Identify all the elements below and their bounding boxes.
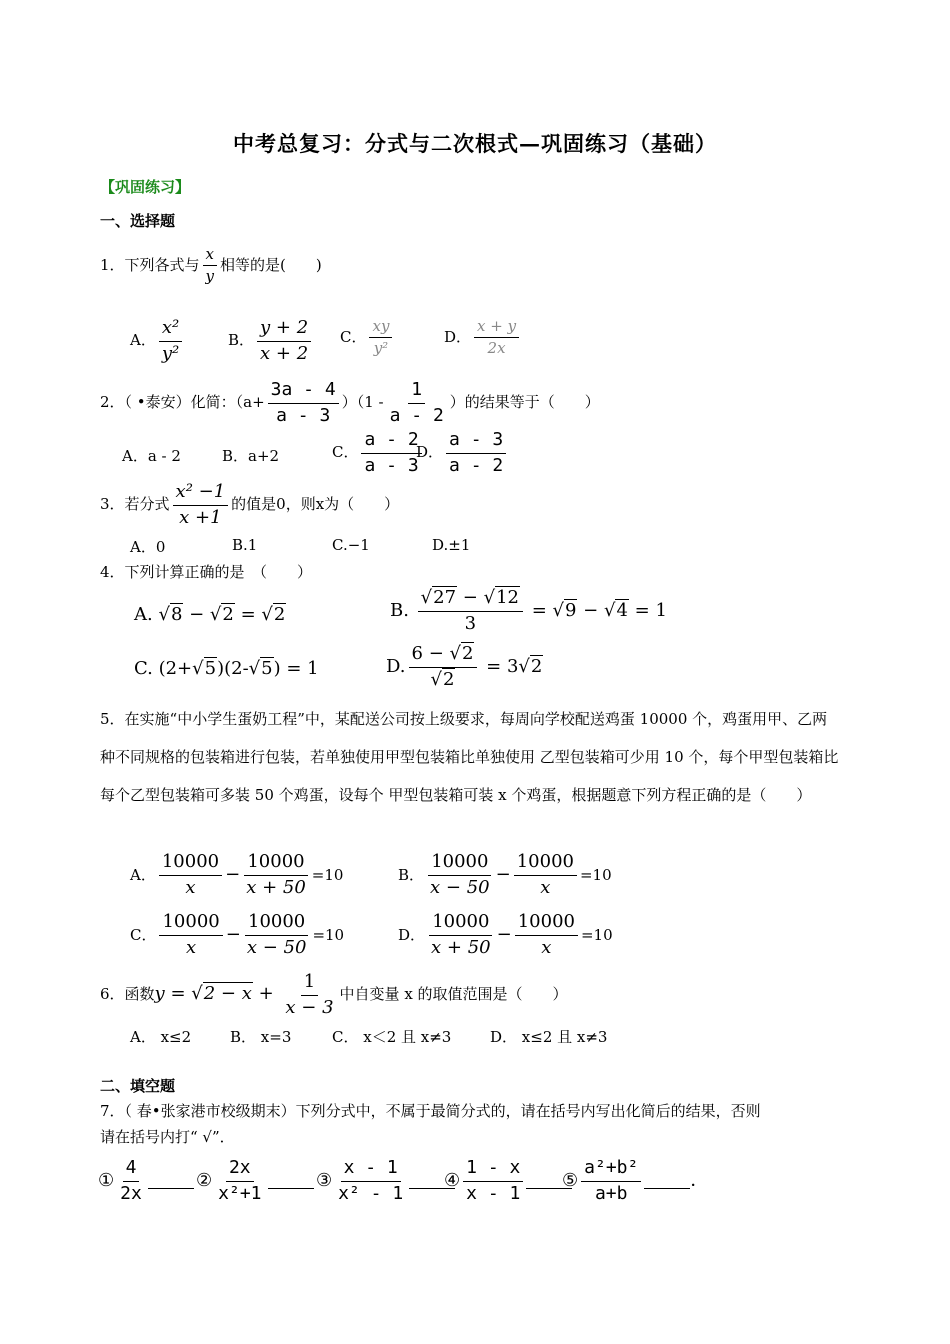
q4-a-sqrt1: 8 — [170, 604, 183, 625]
q1-frac-num: x — [203, 246, 217, 266]
q4-d-eq: = 3 — [480, 656, 519, 678]
q5-b-num2: 10000 — [514, 852, 577, 876]
q5-c-den1: x — [186, 936, 197, 958]
q4-b-sqrt4: 4 — [616, 600, 628, 622]
q2-c-frac — [361, 430, 421, 476]
q1-b-frac — [257, 318, 311, 364]
q1-d-den: 2x — [487, 339, 506, 358]
q1-c-den: y² — [373, 339, 389, 358]
q4-b-frac — [418, 588, 523, 634]
q1-a-den: y² — [161, 342, 180, 364]
q4-d-frac — [409, 644, 478, 690]
q5-a-minus: − — [225, 864, 241, 886]
q7-i3-frac — [335, 1158, 406, 1204]
q2-c-num: a - 2 — [361, 430, 421, 454]
q7-end-mark: ． — [690, 1170, 709, 1192]
q4-c-post: ) = 1 — [273, 658, 319, 679]
q5-a-frac1 — [159, 852, 222, 898]
q2-stem-text: 2．（ •泰安）化简：（a+ — [100, 393, 265, 412]
q7-i1-num: 4 — [123, 1158, 140, 1182]
q5-option-a — [130, 852, 343, 898]
q5-c-frac1 — [159, 912, 222, 958]
q5-b-den2: x — [540, 876, 551, 898]
q3-stem-text: 3．若分式 — [100, 495, 170, 514]
q5-b-den1: x − 50 — [430, 876, 490, 898]
q5-c-den2: x − 50 — [246, 936, 307, 958]
q1-c-num: xy — [369, 318, 392, 338]
q1-option-c — [340, 318, 395, 358]
q2-option-a: A．a - 2 — [122, 447, 181, 465]
q5-a-num2: 10000 — [244, 852, 307, 876]
q5-a-label: A． — [130, 866, 156, 885]
q7-i4-frac — [463, 1158, 523, 1204]
q5-d-den1: x + 50 — [431, 936, 491, 958]
q5-b-eq: =10 — [579, 866, 612, 885]
q6-den: x − 3 — [285, 996, 334, 1018]
q6-option-a: A． x≤2 — [130, 1028, 192, 1046]
q6-frac — [282, 972, 336, 1018]
q5-b-label: B． — [398, 866, 425, 885]
q7-i2-mark: ② — [196, 1170, 213, 1192]
q5-a-frac2 — [243, 852, 309, 898]
q4-a-label: A. — [134, 604, 159, 625]
q4-b-sqrt2: 12 — [496, 587, 519, 608]
q7-i1-blank[interactable] — [148, 1188, 194, 1189]
q1-stem-tail: 相等的是( ) — [220, 255, 322, 274]
q5-b-frac2 — [514, 852, 577, 898]
q7-i2-frac — [215, 1158, 264, 1204]
q5-a-eq: =10 — [311, 866, 344, 885]
question-3-stem — [100, 482, 399, 528]
q7-i5-blank[interactable] — [644, 1188, 690, 1189]
q4-b-den: 3 — [464, 612, 477, 634]
q4-a-sqrt2: 2 — [222, 604, 234, 625]
q4-c-label: C. (2+ — [134, 658, 193, 679]
page-title: 中考总复习：分式与二次根式—巩固练习（基础） — [233, 131, 717, 156]
question-5-stem: 5．在实施“中小学生蛋奶工程”中，某配送公司按上级要求，每周向学校配送鸡蛋 10000 个，鸡蛋用甲、乙两种不同规格的包装箱进行包装，若单独使用甲型包装箱比单独使用 乙型包装箱可少用 10 个，每个甲型包装箱比每个乙型包装箱可多装 50 个鸡蛋，设每个 甲型包装箱可装 x 个鸡蛋，根据题意下列方程正确的是（ ） — [100, 710, 839, 804]
q6-num: 1 — [301, 972, 318, 996]
q1-d-frac — [474, 318, 519, 358]
q1-c-frac — [369, 318, 392, 358]
q4-b-num: √27 − √12 — [418, 588, 523, 612]
q4-b-eq2: = 1 — [628, 600, 667, 622]
q1-d-label: D． — [444, 327, 472, 346]
q3-option-a: A．0 — [130, 538, 166, 556]
q1-a-label: A． — [130, 331, 156, 350]
q4-b-minus: − — [457, 587, 484, 608]
q6-sqrt: 2 − x — [203, 983, 252, 1005]
q5-a-den1: x — [185, 876, 196, 898]
q4-b-minus2: − — [577, 600, 604, 622]
question-7-line2: 请在括号内打“ √”． — [100, 1128, 235, 1146]
q2-c-label: C． — [332, 443, 359, 462]
q1-b-den: x + 2 — [260, 342, 309, 364]
q4-option-c: C. (2+√5)(2-√5) = 1 — [134, 658, 319, 679]
q7-item-2 — [196, 1158, 314, 1204]
question-4-stem: 4．下列计算正确的是 （ ） — [100, 563, 313, 581]
q4-b-sqrt1: 27 — [433, 587, 457, 608]
q6-plus: + — [252, 983, 280, 1005]
q6-stem-text: 6．函数 — [100, 985, 155, 1004]
q4-b-sqrt3: 9 — [565, 600, 577, 622]
q3-option-d: D.±1 — [432, 536, 471, 554]
q7-i3-den: x² - 1 — [338, 1182, 404, 1204]
q7-i2-blank[interactable] — [268, 1188, 314, 1189]
q1-c-label: C． — [340, 327, 367, 346]
q1-frac-den: y — [205, 267, 215, 286]
q7-i2-num: 2x — [226, 1158, 254, 1182]
q4-a-eq: = — [234, 604, 262, 625]
q4-d-den-sqrt: 2 — [442, 668, 455, 690]
q4-option-a: A. √8 − √2 = √2 — [134, 604, 286, 625]
q5-d-frac2 — [515, 912, 578, 958]
q2-f2-num: 1 — [408, 380, 425, 404]
q5-d-label: D． — [398, 926, 426, 945]
q7-i5-mark: ⑤ — [562, 1170, 579, 1192]
q1-a-num: x² — [159, 318, 182, 342]
q2-d-label: D． — [416, 443, 444, 462]
q2-frac-2 — [387, 380, 447, 426]
q2-d-den: a - 2 — [449, 454, 504, 476]
q4-a-minus: − — [183, 604, 210, 625]
q3-num: x² −1 — [173, 482, 229, 506]
q5-d-den2: x — [541, 936, 552, 958]
q1-option-a — [130, 318, 185, 364]
q5-d-minus: − — [496, 924, 512, 946]
q6-y: y = — [154, 983, 192, 1005]
q5-c-minus: − — [225, 924, 241, 946]
q1-d-num: x + y — [474, 318, 519, 338]
q4-c-mid: )(2- — [217, 658, 249, 679]
q1-stem-text: 1．下列各式与 — [100, 255, 200, 274]
section-choice-heading: 一、选择题 — [100, 212, 176, 230]
q4-d-den: √2 — [430, 668, 455, 690]
q7-i3-num: x - 1 — [341, 1158, 401, 1182]
q5-c-eq: =10 — [312, 926, 345, 945]
q2-d-frac — [446, 430, 506, 476]
q3-option-c: C.−1 — [332, 536, 370, 554]
q4-d-num: 6 − √2 — [409, 644, 478, 668]
q6-option-b: B． x=3 — [230, 1028, 292, 1046]
q4-d-num-sqrt: 2 — [461, 643, 474, 664]
q3-stem-tail: 的值是0，则x为（ ） — [231, 495, 400, 514]
q7-i5-den: a+b — [594, 1182, 628, 1204]
q5-c-frac2 — [244, 912, 310, 958]
q5-option-c — [130, 912, 344, 958]
q2-f1-den: a - 3 — [276, 404, 331, 426]
question-2-stem — [100, 380, 600, 426]
q3-den: x +1 — [179, 506, 222, 528]
q5-c-label: C． — [130, 926, 157, 945]
q5-a-num1: 10000 — [159, 852, 222, 876]
section-tag: 【巩固练习】 — [100, 178, 191, 196]
q2-stem-mid: ）（1 - — [341, 393, 384, 412]
q1-option-b — [228, 318, 314, 364]
q5-c-num1: 10000 — [159, 912, 222, 936]
q7-item-3 — [316, 1158, 455, 1204]
q2-stem-tail: ）的结果等于（ ） — [449, 393, 600, 412]
q1-fraction — [203, 246, 217, 286]
q7-item-5 — [562, 1158, 708, 1204]
q2-d-num: a - 3 — [446, 430, 506, 454]
q7-i4-den: x - 1 — [466, 1182, 521, 1204]
q6-option-c: C． x＜2 且 x≠3 — [332, 1028, 452, 1046]
q2-option-b: B．a+2 — [222, 447, 280, 465]
q5-d-frac1 — [428, 912, 494, 958]
section-fill-heading: 二、填空题 — [100, 1077, 176, 1095]
q5-d-eq: =10 — [580, 926, 613, 945]
q5-option-d — [398, 912, 613, 958]
q1-b-label: B． — [228, 331, 255, 350]
q7-i2-den: x²+1 — [218, 1182, 262, 1204]
q4-b-label: B. — [390, 600, 415, 622]
q7-i1-den: 2x — [120, 1182, 142, 1204]
q3-frac — [173, 482, 229, 528]
q5-a-den2: x + 50 — [246, 876, 306, 898]
q2-c-den: a - 3 — [364, 454, 419, 476]
q6-stem-tail: 中自变量 x 的取值范围是（ ） — [339, 985, 568, 1004]
q2-frac-1 — [268, 380, 339, 426]
q7-i4-num: 1 - x — [463, 1158, 523, 1182]
q5-b-num1: 10000 — [428, 852, 491, 876]
q7-i1-frac — [117, 1158, 145, 1204]
q7-i5-frac — [581, 1158, 641, 1204]
q5-d-num2: 10000 — [515, 912, 578, 936]
question-6-stem: 6．函数y = √2 − x + $\frac{1}{x - 3}$ 中自变量 x 的取值范围是（ ） — [100, 971, 568, 1018]
q4-d-sqrt2: 2 — [530, 656, 543, 678]
q5-b-frac1 — [427, 852, 493, 898]
q1-a-frac — [159, 318, 182, 364]
q4-d-num-a: 6 − — [411, 643, 450, 664]
q5-c-num2: 10000 — [245, 912, 308, 936]
q1-b-num: y + 2 — [257, 318, 311, 342]
q4-c-sqrt1: 5 — [204, 658, 217, 679]
q5-d-num1: 10000 — [429, 912, 492, 936]
q4-d-label: D. — [386, 656, 406, 678]
q7-i1-mark: ① — [98, 1170, 115, 1192]
question-7-line1: 7．（ 春•张家港市校级期末）下列分式中，不属于最简分式的，请在括号内写出化简后的结果，否则 — [100, 1102, 761, 1120]
q5-b-minus: − — [495, 864, 511, 886]
q2-f2-den: a - 2 — [389, 404, 444, 426]
q2-option-d — [416, 430, 509, 476]
q4-a-sqrt3: 2 — [273, 604, 286, 625]
q4-b-eq1: = — [525, 600, 553, 622]
q7-i4-mark: ④ — [444, 1170, 461, 1192]
q4-c-sqrt2: 5 — [261, 658, 273, 679]
q2-f1-num: 3a - 4 — [268, 380, 339, 404]
q4-option-b: B. $\frac{√27 - √12}{3}$ = √9 − √4 = 1 — [390, 587, 667, 634]
q7-i5-num: a²+b² — [581, 1158, 641, 1182]
q1-option-d — [444, 318, 522, 358]
q7-item-1 — [98, 1158, 194, 1204]
q3-option-b: B.1 — [232, 536, 258, 554]
q2-option-c — [332, 430, 425, 476]
q7-i3-mark: ③ — [316, 1170, 333, 1192]
question-1-stem — [100, 246, 322, 286]
q6-option-d: D． x≤2 且 x≠3 — [490, 1028, 608, 1046]
q4-option-d: D. $\frac{6 - √2}{√2}$ = 3√2 — [386, 643, 543, 690]
q7-item-4 — [444, 1158, 572, 1204]
q5-option-b — [398, 852, 612, 898]
